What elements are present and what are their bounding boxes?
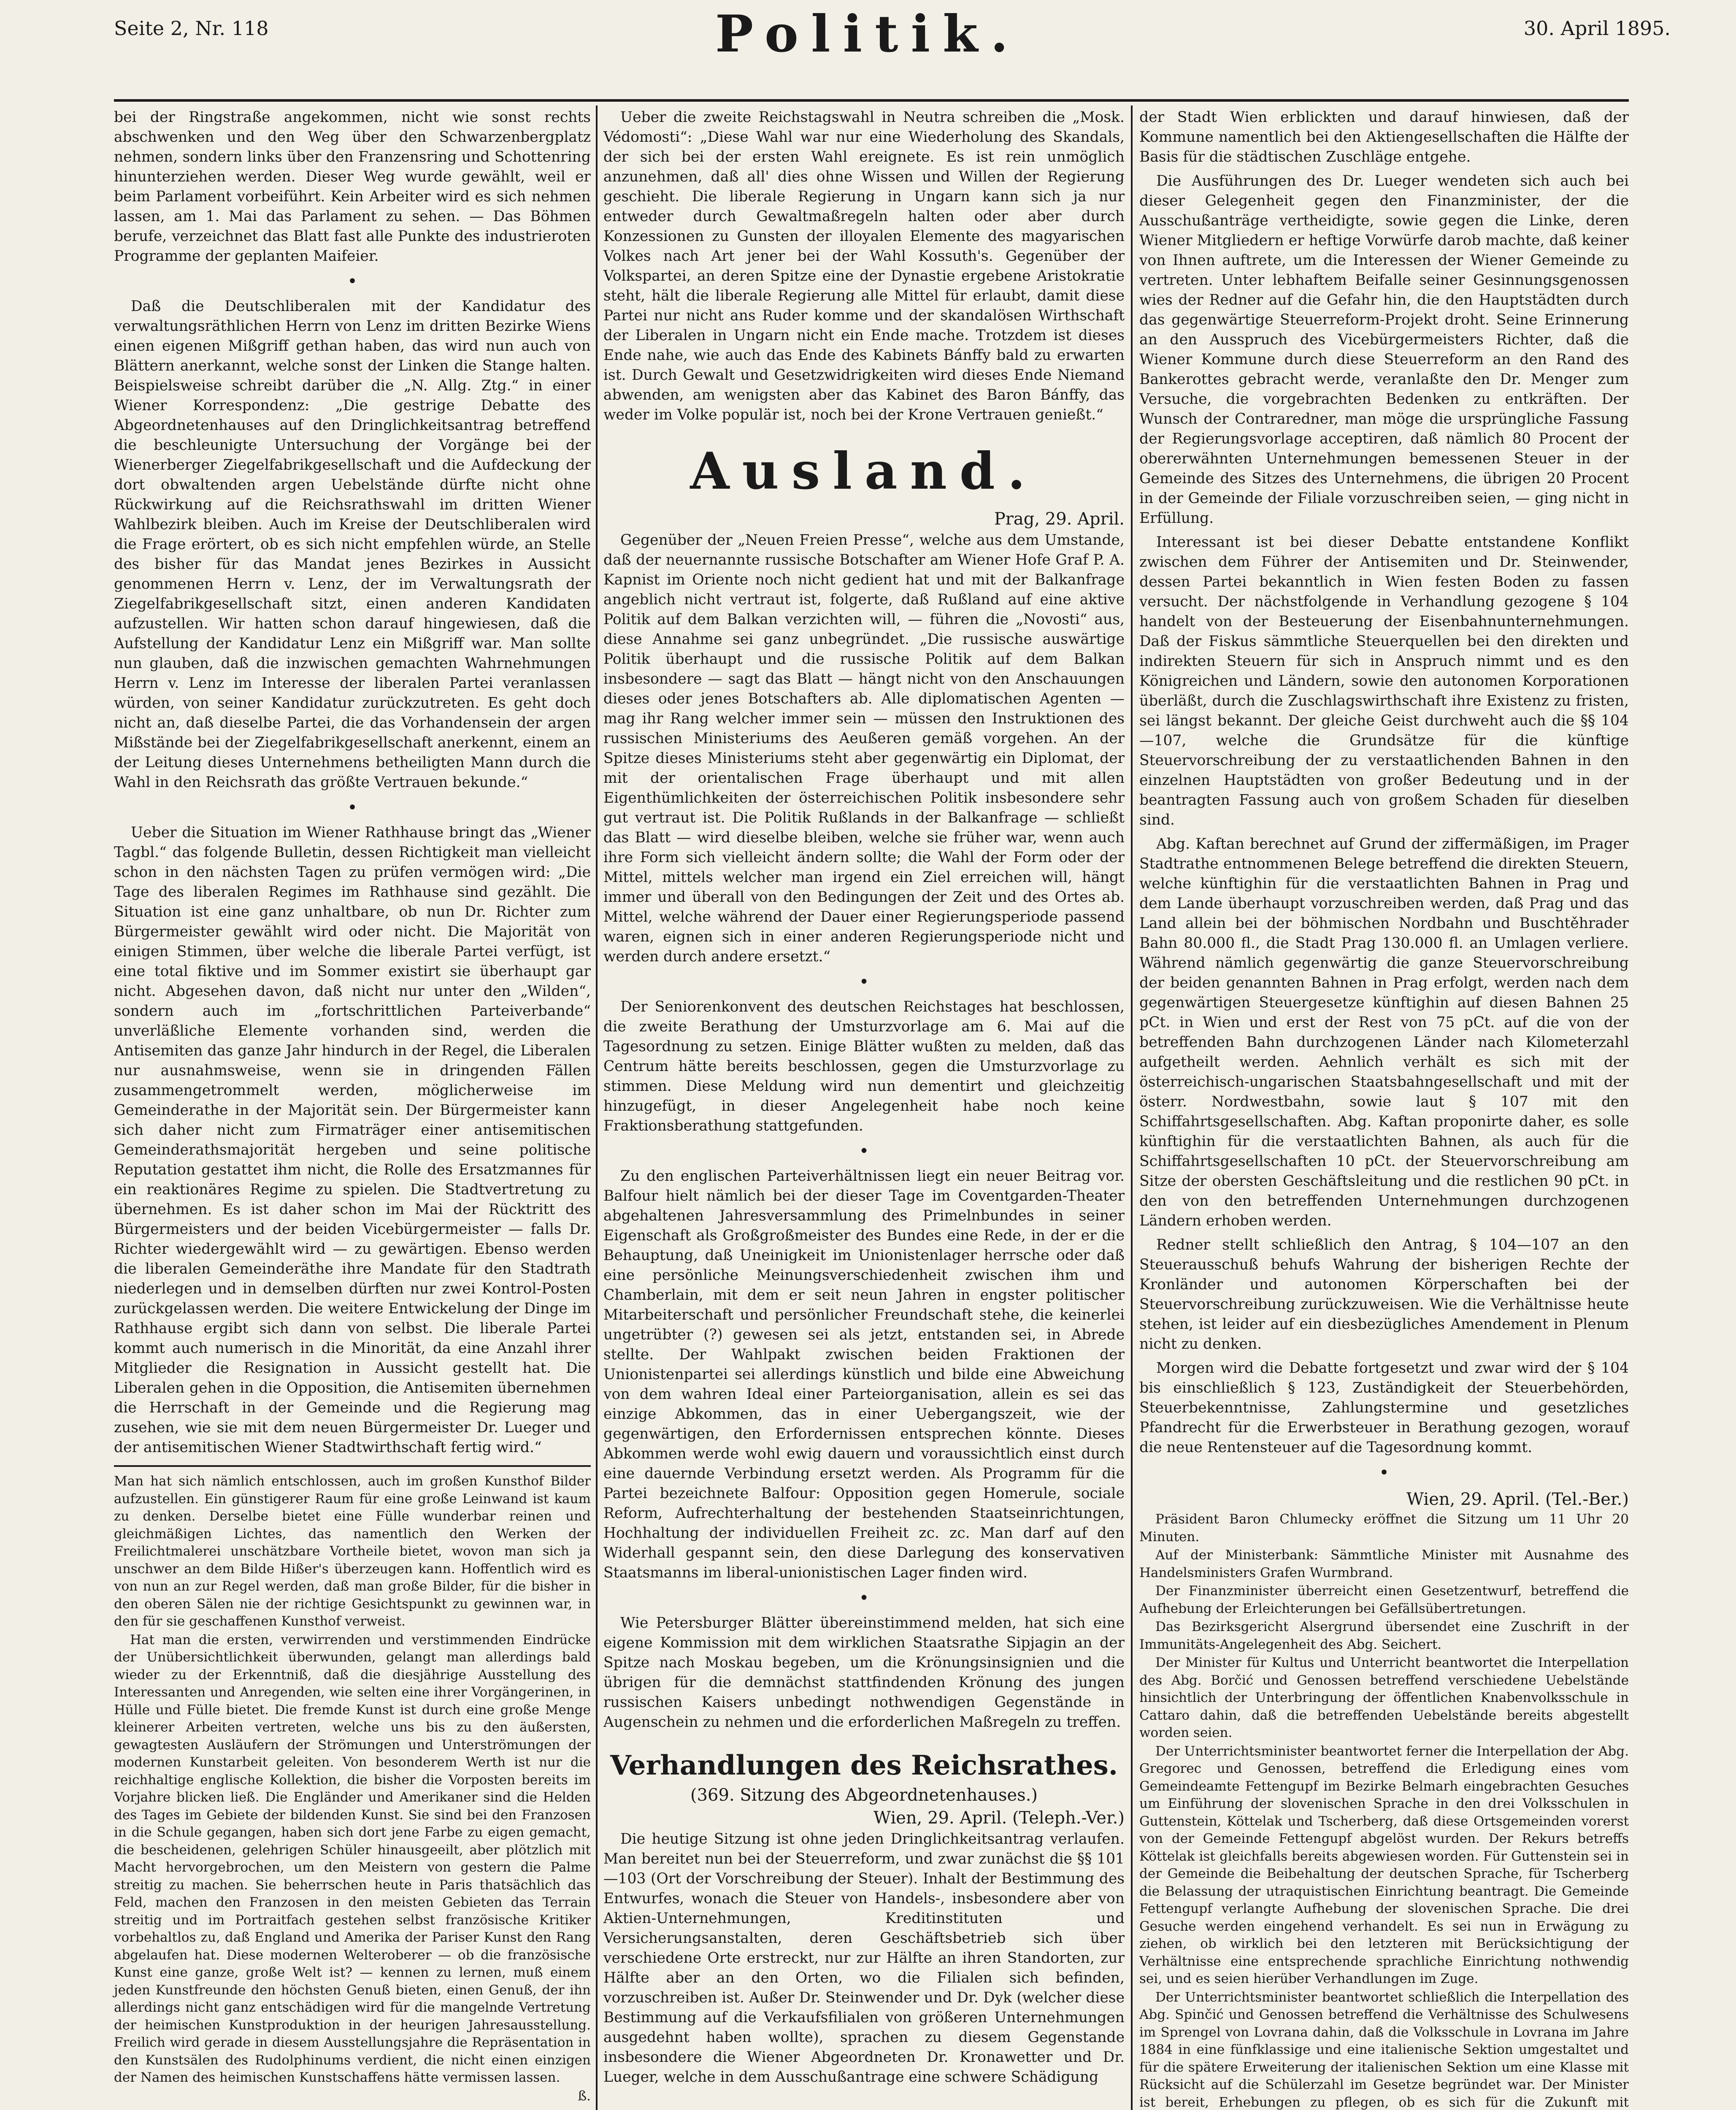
session-paragraph: Das Bezirksgericht Alsergrund übersendet eine Zuschrift in der Immunitäts-Angelegenheit des Abg. Seichert. [1139, 1619, 1629, 1652]
session-paragraph: Der Unterrichtsminister beantwortet ferner die Interpellation der Abg. Gregorec und Genossen, betreffend die Erledigung eines vom Gemeindeamte Fettengupf im Bezirke Belmarh eingebrachten Gesuches um Einführung der slovenischen Sprache in den drei Volksschulen in Guttenstein, Köttelak und Tscherberg, daß diese Ortsgemeinden vorerst von der Gemeinde Fettengupf abgelöst wurden. Der Rekurs betreffs Köttelak ist gleichfalls bereits abgewiesen worden. Für Guttenstein sei in der Gemeinde die Beibehaltung der deutschen Sprache, für Tscherberg die Belassung der utraquistischen Einrichtung beantragt. Die Gemeinde Fettengupf verlangte Aufhebung der slovenischen Sprache. Die drei Gesuche werden eingehend verhandelt. Es sei nun in Erwägung zu ziehen, ob wirklich bei den letzteren mit Berücksichtigung der Verhältnisse eine entsprechende sprachliche Einrichtung nothwendig sei, und es seien hierüber Verhandlungen im Zuge. [1139, 1743, 1629, 1986]
separator-dot: • [859, 972, 869, 992]
section-heading-verhandlungen: Verhandlungen des Reichsrathes. [610, 1750, 1118, 1781]
article-paragraph: bei der Ringstraße angekommen, nicht wie sonst rechts abschwenken und den Weg über den Schwarzenbergplatz nehmen, sondern links über den Franzensring und Schottenring hinunterziehen werden. Dieser Weg wurde gewählt, weil er beim Parlament vorbeiführt. Kein Arbeiter wird es sich nehmen lassen, am 1. Mai das Parlament zu sehen. — Das Böhmen berufe, verzeichnet das Blatt fast alle Punkte des industrieroten Programme der geplanten Maifeier. [114, 109, 591, 265]
session-subtitle: (369. Sitzung des Abgeordnetenhauses.) [690, 1785, 1038, 1805]
article-paragraph: Abg. Kaftan berechnet auf Grund der ziffermäßigen, im Prager Stadtrathe entnommenen Belege betreffend die direkten Steuern, welche künftighin für die verstaatlichten Bahnen in Prag und dem Lande überhaupt vorzuschreiben werden, daß Prag und das Land allein bei der böhmischen Nordbahn und Buschtěhrader Bahn 80.000 fl., die Stadt Prag 130.000 fl. an Umlagen verliere. Während nämlich gegenwärtig die ganze Steuervorschreibung der beiden genannten Bahnen in Prag erfolgt, werden nach dem gegenwärtigen Steuergesetze künftighin auf diesen Bahnen 25 pCt. in Wien und erst der Rest von 75 pCt. auf die von der betreffenden Bahn durchzogenen Länder nach Kilometerzahl aufgetheilt werden. Aehnlich verhält es sich mit der österreichisch-ungarischen Staatsbahngesellschaft und mit der österr. Nordwestbahn, sowie laut § 107 mit den Schiffahrtsgesellschaften. Abg. Kaftan proponirte daher, es solle künftighin für die verstaatlichten Bahnen, als auch für die Schiffahrtsgesellschaften 10 pCt. der Steuervorschreibung am Sitze der obersten Geschäftsleitung und die restlichen 90 pCt. in den von den betreffenden Unternehmungen durchzogenen Ländern erhoben werden. [1139, 836, 1629, 1229]
column-2 [603, 108, 1125, 2091]
article-paragraph: Die Ausführungen des Dr. Lueger wendeten sich auch bei dieser Gelegenheit gegen den Finanzminister, der die Ausschußanträge vertheidigte, sowie gegen die Linke, deren Wiener Mitgliedern er heftige Vorwürfe darob machte, daß keiner von Ihnen auftrete, um die Interessen der Wiener Gemeinde zu vertreten. Unter lebhaftem Beifalle seiner Gesinnungsgenossen wies der Redner auf die Gefahr hin, die den Hauptstädten durch das gegenwärtige Steuerreform-Projekt droht. Seine Erinnerung an den Ausspruch des Vicebürgermeisters Richter, daß die Wiener Kommune durch diese Steuerreform an den Rand des Bankerottes gebracht werde, veranlaßte den Dr. Menger zum Versuche, die vorgebrachten Bedenken zu entkräften. Der Wunsch der Contraredner, man möge die ursprüngliche Fassung der Regierungsvorlage acceptiren, daß nämlich 80 Procent der obererwähnten Unternehmungen bemessenen Steuer in der Gemeinde des Sitzes des Unternehmens, die übrigen 20 Procent in der Gemeinde der Filiale vorzuschreiben seien, — ging nicht in Erfüllung. [1139, 173, 1629, 527]
feuilleton-paragraph: Hat man die ersten, verwirrenden und verstimmenden Eindrücke der Unübersichtlichkeit überwunden, gelangt man allerdings bald wieder zu der Erkenntniß, daß die diesjährige Ausstellung des Interessanten und Anregenden, wie selten eine ihrer Vorgängerinen, in Hülle und Fülle bietet. Die fremde Kunst ist durch eine große Menge kleinerer Arbeiten vertreten, welche uns bis zu den äußersten, gewagtesten Ausläufern der Strömungen und Unterströmungen der modernen Kunstarbeit geleiten. Von besonderem Werth ist nur die reichhaltige englische Kollektion, die bisher die Vorposten bereits im Vorjahre blicken ließ. Die Engländer und Amerikaner sind die Helden des Tages im Gebiete der bildenden Kunst. Sie sind bei den Franzosen in die Schule gegangen, haben sich dort jene Farbe zu eigen gemacht, die bescheidenen, gelehrigen Schüler hinausgeeilt, aber plötzlich mit Macht hervorgebrochen, um den Meistern von gestern die Palme streitig zu machen. Sie beherrschen heute in Paris thatsächlich das Feld, machen den Franzosen in den meisten Gebieten das Terrain streitig und im Portraitfach gestehen selbst französische Kritiker vorbehaltlos zu, daß England und Amerika der Pariser Kunst den Rang abgelaufen hat. Diese modernen Welteroberer — ob die französische Kunst eine ganze, große Welt ist? — kennen zu lernen, muß einem jeden Kunstfreunde den höchsten Genuß bieten, einen Genuß, der ihn allerdings nicht ganz entschädigen wird für die mangelnde Vertretung der heimischen Kunstproduktion in der heurigen Jahresausstellung. Freilich wird gerade in diesem Ausstellungsjahre die Repräsentation in den Kunstsälen des Rudolphinums verdient, die nicht einen einzigen der Namen des heimischen Kunstschaffens hätte vermissen lassen. [114, 1632, 591, 2085]
author-signature: ß. [578, 2088, 591, 2104]
column-divider-2 [1131, 106, 1133, 2110]
dateline: Prag, 29. April. [994, 509, 1125, 529]
article-paragraph: Interessant ist bei dieser Debatte entstandene Konflikt zwischen dem Führer der Antisemiten und Dr. Steinwender, dessen Partei bekanntlich in Wien festen Boden zu fassen versucht. Der nächstfolgende in Verhandlung gezogene § 104 handelt von der Besteuerung der Eisenbahnunternehmungen. Daß der Fiskus sämmtliche Steuerquellen bei den direkten und indirekten Steuern für sich in Anspruch nimmt und es den Königreichen und Ländern, sowie den autonomen Korporationen überläßt, durch die Zuschlagswirthschaft ihre Existenz zu fristen, sei längst bekannt. Der gleiche Geist durchweht auch die §§ 104—107, welche die Grundsätze für die künftige Steuervorschreibung der zu verstaatlichenden Bahnen in den einzelnen Hauptstädten von großer Bedeutung und in der beantragten Fassung auch von großem Schaden für dieselben sind. [1139, 534, 1629, 828]
article-paragraph: Der Seniorenkonvent des deutschen Reichstages hat beschlossen, die zweite Berathung der Umsturzvorlage am 6. Mai auf die Tagesordnung zu setzen. Einige Blätter wußten zu melden, daß das Centrum hätte bereits beschlossen, gegen die Umsturzvorlage zu stimmen. Diese Meldung wird nun dementirt und gleichzeitig hinzugefügt, in dieser Angelegenheit habe noch keine Fraktionsberathung stattgefunden. [603, 998, 1125, 1134]
article-paragraph: Wie Petersburger Blätter übereinstimmend melden, hat sich eine eigene Kommission mit dem wirklichen Staatsrathe Sipjagin an der Spitze nach Moskau begeben, um die Krönungsinsignien und die übrigen für die demnächst stattfindenden Krönung des jungen russischen Kaisers unbedingt nothwendigen Gegenstände in Augenschein zu nehmen und die erforderlichen Maßregeln zu treffen. [603, 1615, 1125, 1731]
article-paragraph: Morgen wird die Debatte fortgesetzt und zwar wird der § 104 bis einschließlich § 123, Zuständigkeit der Steuerbehörden, Steuerbekenntnisse, Zahlungstermine und gesetzliches Pfandrecht für die Erwerbsteuer in Berathung gezogen, worauf die neue Rentensteuer auf die Tagesordnung kommt. [1139, 1360, 1629, 1456]
session-paragraph: Der Finanzminister überreicht einen Gesetzentwurf, betreffend die Aufhebung der Erleichterungen bei Gefällsübertretungen. [1139, 1583, 1629, 1616]
separator-dot: • [347, 798, 357, 817]
page-number: Seite 2, Nr. 118 [114, 17, 269, 40]
page-section-title: Politik. [715, 4, 1021, 64]
session-report [1139, 1511, 1629, 2110]
session-paragraph: Präsident Baron Chlumecky eröffnet die Sitzung um 11 Uhr 20 Minuten. [1139, 1512, 1629, 1545]
session-paragraph: Auf der Ministerbank: Sämmtliche Minister mit Ausnahme des Handelsministers Grafen Wurmbrand. [1139, 1547, 1629, 1580]
article-paragraph: Daß die Deutschliberalen mit der Kandidatur des verwaltungsräthlichen Herrn von Lenz im dritten Bezirke Wiens einen eigenen Mißgriff gethan haben, das wird nun auch von Blättern anerkannt, welche sonst der Linken die Stange halten. Beispielsweise schreibt darüber die „N. Allg. Ztg.“ in einer Wiener Korrespondenz: „Die gestrige Debatte des Abgeordnetenhauses auf den Dringlichkeitsantrag betreffend die beschleunigte Untersuchung der Vorgänge bei der Wienerberger Ziegelfabrikgesellschaft und die Aufdeckung der dort obwaltenden argen Uebelstände dürfte nicht ohne Rückwirkung auf die Reichsrathswahl im dritten Wiener Wahlbezirk bleiben. Auch im Kreise der Deutschliberalen wird die Frage erörtert, ob es sich nicht empfehlen würde, an Stelle des bisher für das Mandat jenes Bezirkes in Aussicht genommenen Herrn v. Lenz, der im Verwaltungsrath der Ziegelfabrikgesellschaft sitzt, einen anderen Kandidaten aufzustellen. Wir hatten schon darauf hingewiesen, daß die Aufstellung der Kandidatur Lenz ein Mißgriff war. Man sollte nun glauben, daß die inzwischen gemachten Wahrnehmungen Herrn v. Lenz im Interesse der liberalen Partei veranlassen würden, von seiner Kandidatur zurückzutreten. Es geht doch nicht an, daß dieselbe Partei, die das Vorhandensein der argen Mißstände bei der Ziegelfabrikgesellschaft anerkennt, einem an der Leitung dieses Unternehmens betheiligten Mann durch die Wahl in den Reichsrath das größte Vertrauen bekunde.“ [114, 298, 591, 791]
article-paragraph: Zu den englischen Parteiverhältnissen liegt ein neuer Beitrag vor. Balfour hielt nämlich bei der dieser Tage im Coventgarden-Theater abgehaltenen Jahresversammlung des Primelnbundes in seiner Eigenschaft als Großgroßmeister des Bundes eine Rede, in der er die Behauptung, daß Uneinigkeit im Unionistenlager herrsche oder daß eine persönliche Meinungsverschiedenheit zwischen ihm und Chamberlain, mit dem er seit neun Jahren in engster politischer Mitarbeiterschaft und persönlicher Freundschaft stehe, die keinerlei ungetrübter (?) gewesen sei als jetzt, entstanden sei, in Abrede stellte. Der Wahlpakt zwischen beiden Fraktionen der Unionistenpartei sei allerdings künstlich und bilde eine Abweichung von dem wahren Ideal einer Parteiorganisation, allein es sei das einzige Abkommen, das in einer Uebergangszeit, wie der gegenwärtigen, den Erfordernissen entsprechen könnte. Dieses Abkommen werde wohl ewig dauern und voraussichtlich einst durch eine dauernde Verbindung ersetzt werden. Als Programm für die Partei bezeichnete Balfour: Opposition gegen Homerule, sociale Reform, Aufrechterhaltung der bestehenden Staatseinrichtungen, Hochhaltung der individuellen Freiheit zc. zc. Man darf auf den Widerhall gespannt sein, den diese Darlegung des konservativen Staatsmanns im liberal-unionistischen Lager finden wird. [603, 1168, 1125, 1581]
session-paragraph: Der Unterrichtsminister beantwortet schließlich die Interpellation des Abg. Spinčić und Genossen betreffend die Verhältnisse des Schulwesens im Sprengel von Lovrana dahin, daß die Volksschule in Lovrana im Jahre 1884 in eine fünfklassige und eine italienische Sektion umgestaltet und für die spätere Erweiterung der italienischen Sektion um eine Klasse mit Rücksicht auf die Schülerzahl im Gesetze begründet war. Der Minister ist bereit, Erhebungen zu pflegen, ob es sich für die Zukunft mit [1139, 1989, 1629, 2110]
separator-dot: • [1379, 1463, 1389, 1482]
dateline: Wien, 29. April. (Tel.-Ber.) [1406, 1490, 1629, 1509]
separator-dot: • [347, 272, 357, 291]
column-3 [1139, 108, 1629, 2110]
article-paragraph: Ueber die Situation im Wiener Rathhause bringt das „Wiener Tagbl.“ das folgende Bulletin, dessen Richtigkeit man vielleicht schon in den nächsten Tagen zu prüfen vermögen wird: „Die Tage des liberalen Regimes im Rathhause sind gezählt. Die Situation ist eine ganz unhaltbare, ob nun Dr. Richter zum Bürgermeister gewählt wird oder nicht. Die Majorität von einigen Stimmen, über welche die liberale Partei verfügt, ist eine total fiktive und im Sommer existirt sie überhaupt gar nicht. Abgesehen davon, daß nicht nur unter den „Wilden“, sondern auch im „fortschrittlichen Parteiverbande“ unverläßliche Elemente vorhanden sind, werden die Antisemiten das ganze Jahr hindurch in der Regel, die Liberalen nur ausnahmsweise, wenn sie in dringenden Fällen zusammengetrommelt werden, möglicherweise im Gemeinderathe in der Majorität sein. Der Bürgermeister kann sich daher nicht zum Firmaträger einer antisemitischen Gemeinderathsmajorität hergeben und seine politische Reputation gestattet ihm nicht, die Rolle des Ersatzmannes für ein reaktionäres Regime zu spielen. Die Stadtvertretung zu übernehmen. Es ist daher schon im Mai der Rücktritt des Bürgermeisters und der beiden Vicebürgermeister — falls Dr. Richter wiedergewählt wird — zu gewärtigen. Ebenso werden die liberalen Gemeinderäthe ihre Mandate für den Stadtrath niederlegen und in demselben dürften nur zwei Kontrol-Posten zurückgelassen werden. Die weitere Entwickelung der Dinge im Rathhause ergibt sich dann von selbst. Die liberale Partei kommt auch numerisch in die Minorität, da eine Anzahl ihrer Mitglieder die Resignation in Aussicht gestellt hat. Die Liberalen gehen in die Opposition, die Antisemiten übernehmen die Herrschaft in der Gemeinde und die Regierung mag zusehen, wie sie mit dem neuen Bürgermeister Dr. Lueger und der antisemitischen Wiener Stadtwirthschaft fertig wird.“ [114, 824, 591, 1456]
column-1 [114, 108, 591, 2105]
separator-dot: • [859, 1142, 869, 1161]
article-paragraph: Ueber die zweite Reichstagswahl in Neutra schreiben die „Mosk. Védomosti“: „Diese Wahl war nur eine Wiederholung des Skandals, der sich bei der ersten Wahl ereignete. Es ist rein unmöglich anzunehmen, daß all' dies ohne Wissen und Willen der Regierung geschieht. Die liberale Regierung in Ungarn kann sich ja nur entweder durch Gewaltmaßregeln halten oder aber durch Konzessionen zu Gunsten der illoyalen Elemente des magyarischen Volkes nach Art jener bei der Wahl Kossuth's. Gegenüber der Volkspartei, an deren Spitze eine der Dynastie ergebene Aristokratie steht, hält die liberale Regierung alle Mittel für erlaubt, damit diese Partei nur nicht ans Ruder komme und der skandalösen Wirthschaft der Liberalen in Ungarn nicht ein Ende mache. Trotzdem ist dieses Ende nahe, wie auch das Ende des Kabinets Bánffy bald zu erwarten ist. Durch Gewalt und Gesetzwidrigkeiten wird dieses Ende Niemand abwenden, am wenigsten aber das Kabinet des Baron Bánffy, das weder im Volke populär ist, noch bei der Krone Vertrauen genießt.“ [603, 109, 1125, 423]
feuilleton [114, 1473, 591, 2105]
header-rule [114, 99, 1629, 102]
article-paragraph: Die heutige Sitzung ist ohne jeden Dringlichkeitsantrag verlaufen. Man bereitet nun bei der Steuerreform, und zwar zunächst die §§ 101—103 (Ort der Vorschreibung der Steuer). Inhalt der Bestimmung des Entwurfes, wonach die Steuer von Handels-, insbesondere aber von Aktien-Unternehmungen, Kreditinstituten und Versicherungsanstalten, deren Geschäftsbetrieb sich über verschiedene Orte erstreckt, nur zur Hälfte an ihren Standorten, zur Hälfte aber an den Orten, wo die Filialen sich befinden, vorzuschreiben ist. Außer Dr. Steinwender und Dr. Dyk (welcher diese Bestimmung auf die Verkaufsfilialen von größeren Unternehmungen ausgedehnt haben wollte), sprachen zu diesem Gegenstande insbesondere die Wiener Abgeordneten Dr. Kronawetter und Dr. Lueger, welche in dem Ausschußantrage eine schwere Schädigung [603, 1831, 1125, 2086]
separator-dot: • [859, 1588, 869, 1608]
session-paragraph: Der Minister für Kultus und Unterricht beantwortet die Interpellation des Abg. Borčić und Genossen betreffend verschiedene Uebelstände hinsichtlich der Unterbringung der öffentlichen Knabenvolksschule in Cattaro dahin, daß die betreffenden Uebelstände bereits abgestellt worden seien. [1139, 1655, 1629, 1740]
issue-date: 30. April 1895. [1523, 17, 1671, 40]
page-header [0, 0, 1736, 106]
dateline: Wien, 29. April. (Teleph.-Ver.) [873, 1808, 1125, 1828]
article-paragraph: Gegenüber der „Neuen Freien Presse“, welche aus dem Umstande, daß der neuernannte russische Botschafter am Wiener Hofe Graf P. A. Kapnist im Oriente noch nicht gedient hat und mit der Balkanfrage angeblich nicht vertraut ist, folgerte, daß Rußland auf eine aktive Politik auf dem Balkan verzichten will, — führen die „Novosti“ aus, diese Annahme sei ganz unbegründet. „Die russische auswärtige Politik überhaupt und die russische Politik auf dem Balkan insbesondere — sagt das Blatt — hängt nicht von den Anschauungen dieses oder jenes Botschafters ab. Alle diplomatischen Agenten — mag ihr Rang welcher immer sein — müssen den Instruktionen des russischen Ministeriums des Aeußeren gemäß vorgehen. An der Spitze dieses Ministeriums steht aber gegenwärtig ein Diplomat, der mit der orientalischen Frage überhaupt und mit allen Eigenthümlichkeiten der österreichischen Politik insbesondere sehr gut vertraut ist. Die Politik Rußlands in der Balkanfrage — schließt das Blatt — wird dieselbe bleiben, welche sie früher war, wenn auch ihre Form sich vielleicht ändern sollte; die Wahl der Form oder der Mittel, mittels welcher man irgend ein Ziel erreichen will, hängt immer und überall von den Bedingungen der Zeit und des Ortes ab. Mittel, welche während der Dauer einer Regierungsperiode passend waren, eignen sich in einer anderen Regierungsperiode nicht und werden durch andere ersetzt.“ [603, 532, 1125, 965]
feuilleton-rule [114, 1465, 591, 1467]
article-paragraph: Redner stellt schließlich den Antrag, § 104—107 an den Steuerausschuß behufs Wahrung der bisherigen Rechte der Kronländer und autonomen Körperschaften bei der Steuervorschreibung zurückzuweisen. Wie die Verhältnisse heute stehen, ist leider auf ein diesbezügliches Amendement in Plenum nicht zu denken. [1139, 1236, 1629, 1353]
feuilleton-paragraph: Man hat sich nämlich entschlossen, auch im großen Kunsthof Bilder aufzustellen. Ein günstigerer Raum für eine große Leinwand ist kaum zu denken. Derselbe bietet eine Fülle wunderbar reinen und gleichmäßigen Lichtes, das namentlich den Werken der Freilichtmalerei unschätzbare Vortheile bietet, wovon man sich ja unschwer an dem Bilde Hißer's überzeugen kann. Hoffentlich wird es von nun an zur Regel werden, daß man große Bilder, für die bisher in den oberen Sälen nie der richtige Gesichtspunkt zu gewinnen war, in den für sie geschaffenen Kunsthof verweist. [114, 1474, 591, 1629]
column-divider-1 [596, 106, 598, 2110]
article-paragraph: der Stadt Wien erblickten und darauf hinwiesen, daß der Kommune namentlich bei den Aktiengesellschaften die Hälfte der Basis für die städtischen Zuschläge entgehe. [1139, 109, 1629, 165]
section-heading-ausland: Ausland. [690, 441, 1038, 501]
